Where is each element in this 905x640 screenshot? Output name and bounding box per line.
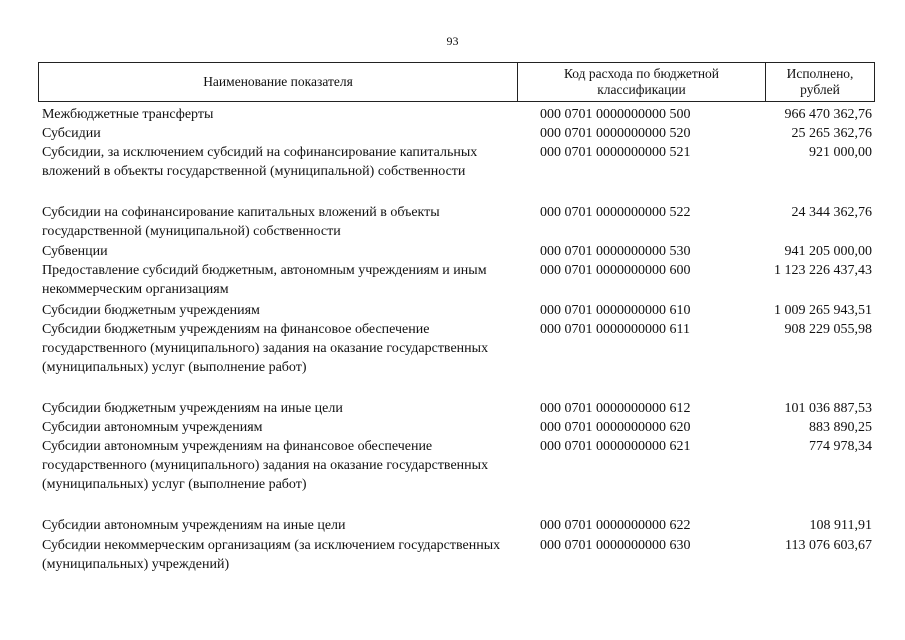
- row-code: 000 0701 0000000000 522: [540, 205, 691, 220]
- row-amount: 1 009 265 943,51: [774, 303, 872, 318]
- row-amount: 908 229 055,98: [784, 322, 872, 337]
- row-name: Субсидии бюджетным учреждениям на финансовое обеспечение государственного (муниципального) задания на оказание государственных (муниципальных) услуг (выполнение работ): [42, 322, 489, 375]
- row-code: 000 0701 0000000000 610: [540, 303, 691, 318]
- row-amount: 113 076 603,67: [785, 538, 872, 553]
- row-name: Субсидии: [42, 126, 101, 141]
- row-name: Субсидии некоммерческим организациям (за исключением государственных (муниципальных) учреждений): [42, 538, 501, 572]
- row-code: 000 0701 0000000000 621: [540, 439, 691, 454]
- row-code: 000 0701 0000000000 620: [540, 420, 691, 435]
- row-name: Субсидии, за исключением субсидий на софинансирование капитальных вложений в объекты государственной (муниципальной) собственности: [42, 145, 478, 179]
- row-code: 000 0701 0000000000 530: [540, 244, 691, 259]
- column-header-amount: Исполнено, рублей: [765, 63, 875, 101]
- row-name: Межбюджетные трансферты: [42, 107, 214, 122]
- row-name: Субсидии бюджетным учреждениям на иные цели: [42, 401, 343, 416]
- row-amount: 24 344 362,76: [791, 205, 872, 220]
- column-header-code: Код расхода по бюджетной классификации: [517, 63, 765, 101]
- row-amount: 883 890,25: [809, 420, 872, 435]
- row-code: 000 0701 0000000000 622: [540, 518, 691, 533]
- row-name: Субсидии на софинансирование капитальных вложений в объекты государственной (муниципальной) собственности: [42, 205, 440, 239]
- row-code: 000 0701 0000000000 612: [540, 401, 691, 416]
- row-name: Субсидии автономным учреждениям: [42, 420, 263, 435]
- row-code: 000 0701 0000000000 521: [540, 145, 691, 160]
- row-code: 000 0701 0000000000 600: [540, 263, 691, 278]
- row-code: 000 0701 0000000000 630: [540, 538, 691, 553]
- column-header-name: Наименование показателя: [38, 63, 517, 101]
- row-name: Субсидии бюджетным учреждениям: [42, 303, 260, 318]
- table-header: [38, 62, 875, 102]
- row-code: 000 0701 0000000000 500: [540, 107, 691, 122]
- row-name: Субсидии автономным учреждениям на иные цели: [42, 518, 346, 533]
- row-amount: 966 470 362,76: [784, 107, 872, 122]
- row-name: Предоставление субсидий бюджетным, автономным учреждениям и иным некоммерческим организациям: [42, 263, 487, 297]
- row-amount: 921 000,00: [809, 145, 872, 160]
- page-number: 93: [446, 34, 459, 48]
- row-amount: 774 978,34: [809, 439, 872, 454]
- row-amount: 1 123 226 437,43: [774, 263, 872, 278]
- row-amount: 108 911,91: [809, 518, 872, 533]
- row-code: 000 0701 0000000000 520: [540, 126, 691, 141]
- row-amount: 941 205 000,00: [784, 244, 872, 259]
- row-name: Субсидии автономным учреждениям на финансовое обеспечение государственного (муниципального) задания на оказание государственных (муниципальных) услуг (выполнение работ): [42, 439, 489, 492]
- row-name: Субвенции: [42, 244, 108, 259]
- row-amount: 25 265 362,76: [791, 126, 872, 141]
- row-amount: 101 036 887,53: [784, 401, 872, 416]
- row-code: 000 0701 0000000000 611: [540, 322, 690, 337]
